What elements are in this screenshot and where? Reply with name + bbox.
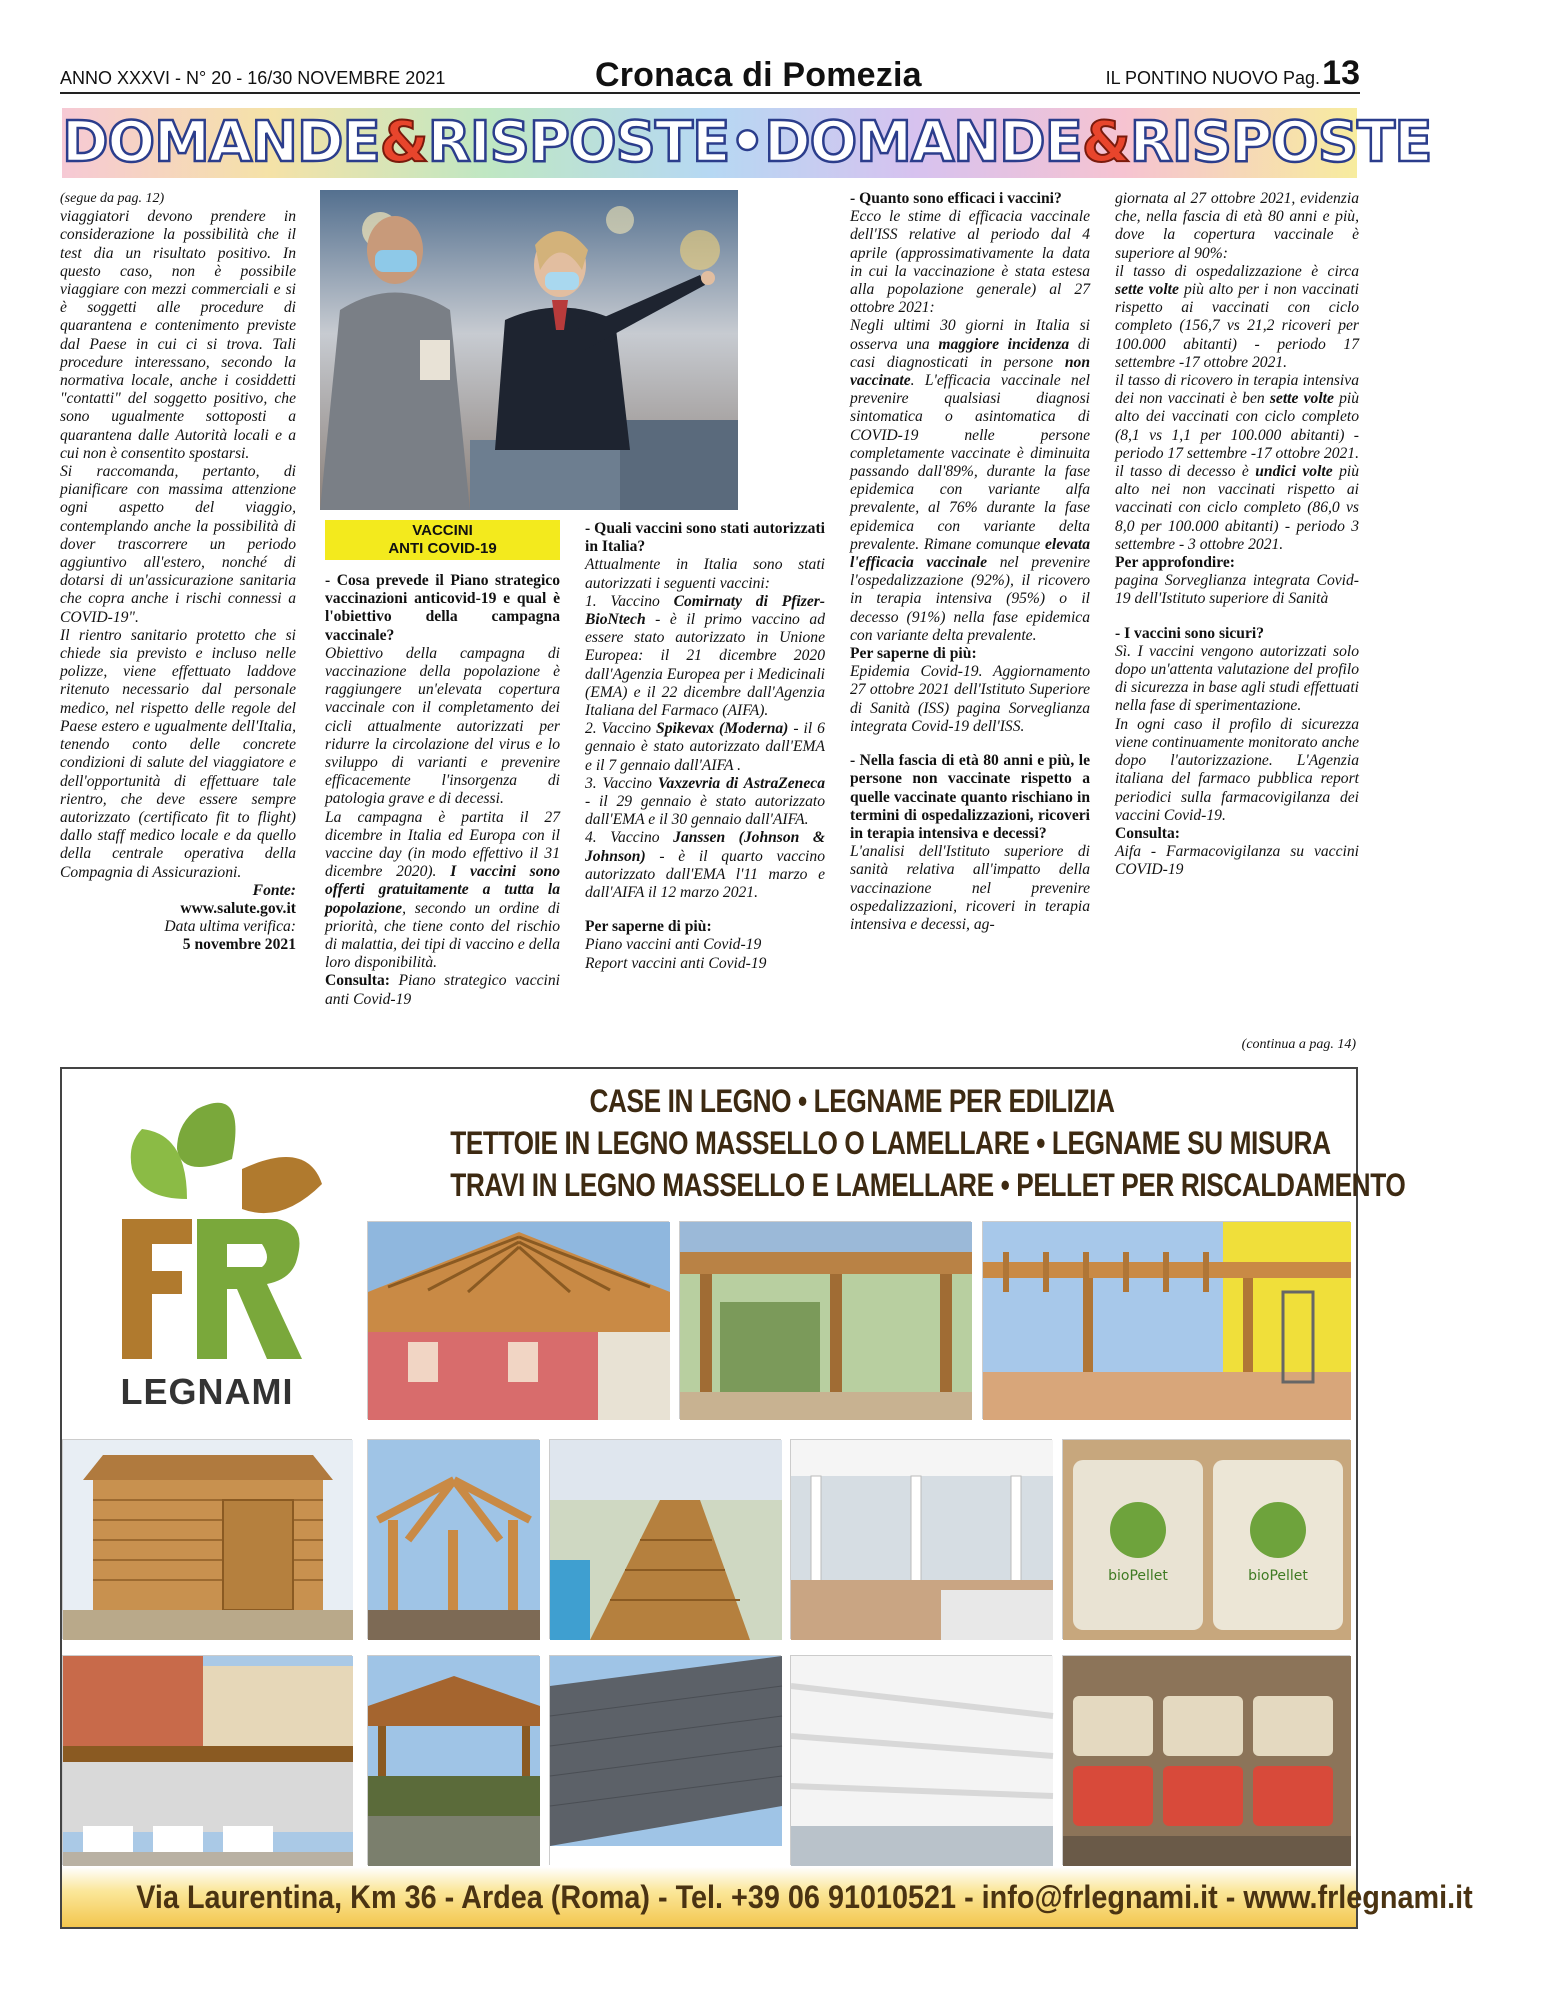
continued-from: (segue da pag. 12) — [60, 191, 165, 206]
product-photo-pergola-garden — [679, 1221, 971, 1419]
paragraph: viaggiatori devono prendere in considerazione la possibilità che il test dia un risultato positivo. In questo caso, non è possibile viaggiare con mezzi commerciali e si è soggetti alle procedure di quarantena e contenimento previste dal Paese in cui ci si trova. Tali procedure interessano, secondo la normativa locale, anche i cosiddetti "contatti" del soggetto positivo, che sono ugualmente sottoposti a quarantena dalle Autorità locali e a cui non è consentito spostarsi. — [60, 208, 296, 462]
more-info-label: Per saperne di più: — [585, 918, 712, 936]
source-label: Fonte: — [252, 881, 296, 899]
question: - Quali vaccini sono stati autorizzati in Italia? — [585, 520, 825, 556]
contact-text: Via Laurentina, Km 36 - Ardea (Roma) - Tel. +39 06 91010521 - info@frlegnami.it - www.frlegnami.it — [136, 1879, 1473, 1915]
consulta: Consulta: Piano strategico vaccini anti Covid-19 — [325, 972, 560, 1008]
statistic: il tasso di decesso è undici volte più alto nei non vaccinati rispetto ai vaccinati con ciclo completo (86,0 vs 8,0 per 100.000 abitanti) - periodo 3 settembre - 3 ottobre 2021. — [1115, 463, 1360, 553]
pellet-brand: bioPellet — [1108, 1568, 1168, 1584]
answer: La campagna è partita il 27 dicembre in Italia ed Europa con il vaccine day (in modo effettivo il 31 dicembre 2020). I vaccini sono offerti gratuitamente a tutta la popolazione, secondo un ordine di priorità, che tiene conto del rischio di malattia, dei tipi di vaccino e della loro disponibilità. — [325, 808, 560, 972]
question: - Quanto sono efficaci i vaccini? — [850, 190, 1062, 207]
answer: giornata al 27 ottobre 2021, evidenzia che, nella fascia di età 80 anni e più, dove la copertura vaccinale è superiore al 90%: — [1115, 190, 1359, 262]
paragraph: Si raccomanda, pertanto, di pianificare con massima attenzione ogni aspetto del viaggio, contemplando anche la possibilità di dover trascorrere un periodo aggiuntivo all'estero, nonché di dotarsi di un'assicurazione sanitaria che copra anche i rischi connessi a COVID-19". — [60, 463, 296, 626]
vaccine-item: 3. Vaccino Vaxzevria di AstraZeneca - il 29 gennaio è stato autorizzato dall'EMA e il 30 gennaio dall'AIFA. — [585, 774, 825, 829]
page-number: 13 — [1322, 54, 1360, 92]
article-column-5 — [1115, 190, 1359, 1050]
vaccine-item: 1. Vaccino Comirnaty di Pfizer-BioNtech - è il primo vaccino ad essere stato autorizzato in Unione Europea: il 21 dicembre 2020 dall'Agenzia Europea per i Medicinali (EMA) e il 22 dicembre dall'Agenzia Italiana del Farmaco (AIFA). — [585, 592, 825, 720]
airport-checkin-photo — [320, 190, 738, 510]
more-info-item: Piano vaccini anti Covid-19 — [585, 936, 762, 954]
ad-tagline: CASE IN LEGNO • LEGNAME PER EDILIZIA — [589, 1083, 1115, 1119]
deep-dive-text: pagina Sorveglianza integrata Covid-19 dell'Istituto superiore di Sanità — [1115, 572, 1359, 608]
pellet-brand: bioPellet — [1248, 1568, 1308, 1584]
vaccini-headline-box — [325, 520, 560, 560]
product-photo-white-ceiling — [790, 1655, 1052, 1865]
logo-text: LEGNAMI — [120, 1371, 294, 1412]
verification-label: Data ultima verifica: — [164, 918, 296, 936]
ad-tagline: TRAVI IN LEGNO MASSELLO E LAMELLARE • PELLET PER RISCALDAMENTO — [450, 1167, 1406, 1203]
paper-name: IL PONTINO NUOVO Pag. — [1105, 68, 1320, 88]
banner-title: DOMANDE&RISPOSTE•DOMANDE&RISPOSTE — [62, 110, 1432, 175]
product-photo-white-pergola — [790, 1439, 1052, 1639]
product-photo-pellet-stock — [1062, 1655, 1350, 1865]
headline-line: ANTI COVID-19 — [388, 540, 497, 557]
article-column-4 — [850, 190, 1090, 1050]
deep-dive-label: Per approfondire: — [1115, 554, 1235, 572]
product-photo-storefront-canopy — [62, 1655, 352, 1865]
source-site: www.salute.gov.it — [180, 899, 296, 917]
answer: Attualmente in Italia sono stati autorizzati i seguenti vaccini: — [585, 556, 825, 592]
ad-tagline: TETTOIE IN LEGNO MASSELLO O LAMELLARE • LEGNAME SU MISURA — [450, 1125, 1331, 1161]
answer: Obiettivo della campagna di vaccinazione della popolazione è raggiungere un'elevata copertura vaccinale con il completamento dei cicli attualmente autorizzati per ridurre la circolazione del virus e lo sviluppo di varianti e prevenire efficacemente l'insorgenza di patologia grave e di decessi. — [325, 644, 560, 808]
frlegnami-advertisement — [60, 1067, 1473, 1929]
section-banner — [62, 108, 1432, 178]
page-header — [60, 54, 1360, 94]
verification-date: 5 novembre 2021 — [182, 936, 296, 954]
answer: L'analisi dell'Istituto superiore di sanità relativa all'impatto della vaccinazione nel prevenire ospedalizzazioni, ricoveri in terapia intensiva e decessi, ag- — [850, 843, 1090, 933]
vaccine-item: 4. Vaccino Janssen (Johnson & Johnson) - è il quarto vaccino autorizzato dall'EMA l'11 marzo e dall'AIFA il 12 marzo 2021. — [585, 829, 826, 902]
product-photo-gazebo-structure — [367, 1439, 539, 1639]
more-info-item: Report vaccini anti Covid-19 — [585, 954, 767, 972]
section-title: Cronaca di Pomezia — [595, 56, 922, 94]
article-column-1 — [60, 190, 296, 1050]
article-column-2 — [325, 572, 560, 1052]
consulta-label: Consulta: — [1115, 824, 1180, 842]
continued-on: (continua a pag. 14) — [1241, 1037, 1356, 1052]
product-photo-pellet-bags — [1062, 1439, 1350, 1639]
product-photo-roof-canopy — [367, 1655, 539, 1865]
answer: In ogni caso il profilo di sicurezza viene continuamente monitorato anche dopo l'autorizzazione. L'Agenzia italiana del farmaco pubblica report periodici sulla farmacovigilanza dei vaccini Covid-19. — [1115, 715, 1359, 824]
product-photo-shingle-roof — [549, 1655, 781, 1865]
issue-info: ANNO XXXVI - N° 20 - 16/30 NOVEMBRE 2021 — [60, 68, 446, 88]
more-info-label: Per saperne di più: — [850, 645, 977, 663]
product-photo-wooden-bridge — [549, 1439, 781, 1639]
product-photo-pergola-terrace — [982, 1221, 1350, 1419]
product-photo-wooden-shed — [62, 1439, 352, 1639]
frlegnami-logo — [82, 1089, 332, 1419]
vaccine-item: 2. Vaccino Spikevax (Moderna) - il 6 gennaio è stato autorizzato dall'EMA e il 7 gennaio dall'AIFA . — [585, 720, 825, 774]
answer: Sì. I vaccini vengono autorizzati solo dopo un'attenta valutazione del profilo di sicurezza in base agli studi effettuati nella fase di sperimentazione. — [1115, 642, 1359, 715]
leaf-logo-icon — [82, 1089, 332, 1369]
consulta-text: Aifa - Farmacovigilanza su vaccini COVID-19 — [1115, 843, 1359, 879]
answer: Negli ultimi 30 giorni in Italia si osserva una maggiore incidenza di casi diagnosticati in persone non vaccinate. L'efficacia vaccinale nel prevenire qualsiasi diagnosi sintomatica o asintomatica di COVID-19 nelle persone completamente vaccinate è diminuita passando dall'89%, durante la fase epidemica con variante alfa prevalente, al 76% durante la fase epidemica con variante delta prevalente. Rimane comunque elevata l'efficacia vaccinale nel prevenire l'ospedalizzazione (92%), il ricovero in terapia intensiva (95%) o il decesso (91%) nella fase epidemica con variante delta prevalente. — [850, 317, 1090, 644]
headline-line: VACCINI — [412, 522, 473, 539]
question: - I vaccini sono sicuri? — [1115, 624, 1265, 642]
statistic: il tasso di ricovero in terapia intensiva dei non vaccinati è ben sette volte più alto dei vaccinati con ciclo completo (8,1 vs 1,1 per 100.000 abitanti) - periodo 17 settembre -17 ottobre 2021. — [1115, 372, 1359, 462]
answer: Ecco le stime di efficacia vaccinale dell'ISS relative al periodo dal 4 aprile (approssimativamente la data in cui la vaccinazione è stata estesa alla popolazione generale) al 27 ottobre 2021: — [850, 208, 1090, 317]
ad-contact-footer — [62, 1867, 1473, 1927]
paragraph: Il rientro sanitario protetto che si chiede sia previsto e incluso nelle polizze, viene effettuato laddove ritenuto necessario dal personale medico, nel rispetto delle regole del Paese estero e ugualmente dell'Italia, tenendo conto delle concrete condizioni di salute del viaggiatore e dell'opportunità di effettuare tale rientro, che deve essere sempre autorizzato (certificato fit to flight) dallo staff medico locale e da quello della centrale operativa della Compagnia di Assicurazioni. — [60, 626, 296, 881]
question: - Nella fascia di età 80 anni e più, le persone non vaccinate rispetto a quelle vaccinate quanto rischiano in termini di ospedalizzazioni, ricoveri in terapia intensiva e decessi? — [850, 752, 1090, 842]
airport-scene-illustration — [320, 190, 738, 510]
product-photo-roof-beams — [367, 1221, 669, 1419]
question: - Cosa prevede il Piano strategico vaccinazioni anticovid-19 e qual è l'obiettivo della campagna vaccinale? — [325, 572, 560, 644]
statistic: il tasso di ospedalizzazione è circa sette volte più alto per i non vaccinati rispetto ai vaccinati con ciclo completo (156,7 vs 21,2 ricoveri per 100.000 abitanti) - periodo 17 settembre -17 ottobre 2021. — [1115, 262, 1359, 371]
article-column-3 — [585, 520, 825, 1050]
more-info-text: Epidemia Covid-19. Aggiornamento 27 ottobre 2021 dell'Istituto Superiore di Sanità (ISS) pagina Sorveglianza integrata Covid-19 dell'ISS. — [850, 663, 1090, 735]
